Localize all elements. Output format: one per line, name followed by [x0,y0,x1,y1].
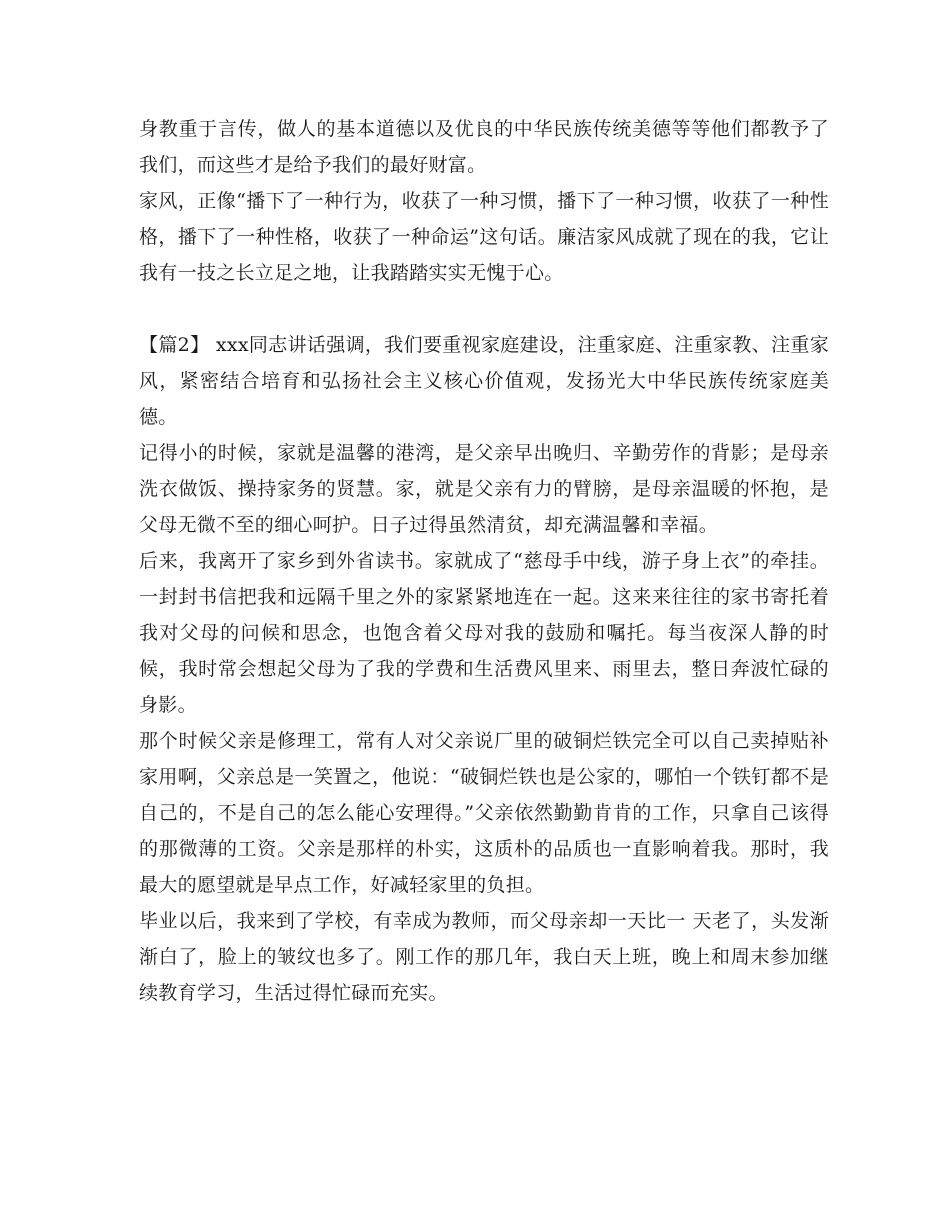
paragraph-2: 家风，正像“播下了一种行为，收获了一种习惯，播下了一种习惯，收获了一种性格，播下了一种性格，收获了一种命运”这句话。廉洁家风成就了现在的我，它让我有一技之长立足之地，让我踏踏实实无愧于心。 [139,190,829,284]
paragraph-7: 毕业以后，我来到了学校，有幸成为教师，而父母亲却一天比一 天老了，头发渐渐白了，脸上的皱纹也多了。刚工作的那几年，我白天上班，晚上和周末参加继续教育学习，生活过得忙碌而充实。 [139,910,829,1004]
paragraph-4: 记得小的时候，家就是温馨的港湾，是父亲早出晚归、辛勤劳作的背影；是母亲洗衣做饭、操持家务的贤慧。家，就是父亲有力的臂膀，是母亲温暖的怀抱，是父母无微不至的细心呵护。日子过得虽然清贫，却充满温馨和幸福。 [139,442,829,536]
paragraph-1: 身教重于言传，做人的基本道德以及优良的中华民族传统美德等等他们都教予了我们，而这些才是给予我们的最好财富。 [139,118,829,176]
paragraph-6: 那个时候父亲是修理工，常有人对父亲说厂里的破铜烂铁完全可以自己卖掉贴补家用啊，父亲总是一笑置之，他说：“破铜烂铁也是公家的，哪怕一个铁钉都不是自己的，不是自己的怎么能心安理得。”父亲依然勤勤肯肯的工作，只拿自己该得的那微薄的工资。父亲是那样的朴实，这质朴的品质也一直影响着我。那时，我最大的愿望就是早点工作，好减轻家里的负担。 [139,730,829,896]
paragraph-5: 后来，我离开了家乡到外省读书。家就成了“慈母手中线，游子身上衣”的牵挂。一封封书信把我和远隔千里之外的家紧紧地连在一起。这来来往往的家书寄托着我对父母的问候和思念，也饱含着父母对我的鼓励和嘱托。每当夜深人静的时候，我时常会想起父母为了我的学费和生活费风里来、雨里去，整日奔波忙碌的身影。 [139,550,829,716]
paragraph-3: 【篇2】 xxx同志讲话强调，我们要重视家庭建设，注重家庭、注重家教、注重家风，紧密结合培育和弘扬社会主义核心价值观，发扬光大中华民族传统家庭美德。 [139,334,829,428]
paragraph-spacer [139,291,829,327]
document-body [139,111,829,1011]
